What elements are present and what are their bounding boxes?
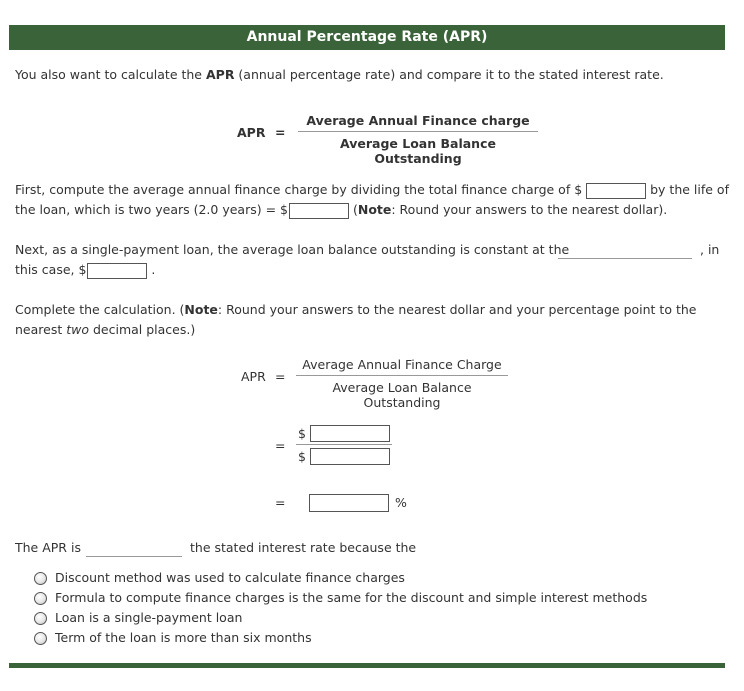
formula1-denominator: Average Loan Balance Outstanding xyxy=(340,136,496,166)
formula1-lhs: APR xyxy=(237,125,266,140)
radio-button-icon[interactable] xyxy=(34,572,47,585)
step3-line1: Complete the calculation. (Note: Round your answers to the nearest dollar and your percentage point to the xyxy=(15,302,697,317)
step3-line2: nearest two decimal places.) xyxy=(15,322,196,337)
formula2-equals-2: = xyxy=(275,438,286,453)
intro-text: You also want to calculate the APR (annual percentage rate) and compare it to the stated interest rate. xyxy=(15,67,664,82)
avg-annual-finance-charge-input[interactable] xyxy=(289,203,349,219)
option-discount-method[interactable]: Discount method was used to calculate finance charges xyxy=(34,570,405,585)
percent-sign: % xyxy=(395,495,407,510)
formula2-fraction-line xyxy=(296,375,508,376)
apr-result-input[interactable] xyxy=(309,494,389,512)
total-finance-charge-input[interactable] xyxy=(586,183,646,199)
option-single-payment[interactable]: Loan is a single-payment loan xyxy=(34,610,242,625)
formula2-lhs: APR xyxy=(241,369,266,384)
formula2-numerator: Average Annual Finance Charge xyxy=(302,357,502,372)
radio-button-icon[interactable] xyxy=(34,612,47,625)
formula2-equals: = xyxy=(275,369,286,384)
numerator-currency: $ xyxy=(298,426,306,441)
step1-line2: the loan, which is two years (2.0 years) = $ (Note: Round your answers to the nearest dollar). xyxy=(15,202,668,217)
step2-line2: this case, $ . xyxy=(15,262,156,277)
step1-line1: First, compute the average annual finance charge by dividing the total finance charge of $ by the life of xyxy=(15,182,729,197)
step2-line1: Next, as a single-payment loan, the average loan balance outstanding is constant at the xyxy=(15,242,570,257)
loan-balance-input[interactable] xyxy=(87,263,147,279)
formula1-numerator: Average Annual Finance charge xyxy=(306,113,530,128)
footer-divider xyxy=(9,663,725,668)
apr-denominator-input[interactable] xyxy=(310,448,390,465)
radio-button-icon[interactable] xyxy=(34,592,47,605)
formula2-denominator: Average Loan Balance Outstanding xyxy=(332,380,472,410)
section-header xyxy=(9,25,725,50)
formula1-fraction-line xyxy=(298,131,538,132)
step2-line1-after: , in xyxy=(700,242,720,257)
section-title: Annual Percentage Rate (APR) xyxy=(246,29,488,45)
comparison-after: the stated interest rate because the xyxy=(190,540,417,555)
comparison-before: The APR is xyxy=(15,540,81,555)
denominator-currency: $ xyxy=(298,449,306,464)
loan-balance-basis-dropdown[interactable] xyxy=(558,244,692,259)
apr-fraction-line xyxy=(296,444,392,445)
radio-button-icon[interactable] xyxy=(34,632,47,645)
formula1-equals: = xyxy=(275,125,286,140)
option-term-six-months[interactable]: Term of the loan is more than six months xyxy=(34,630,312,645)
apr-comparison-dropdown[interactable] xyxy=(86,542,182,557)
apr-numerator-input[interactable] xyxy=(310,425,390,442)
formula2-equals-3: = xyxy=(275,495,286,510)
option-same-formula[interactable]: Formula to compute finance charges is the same for the discount and simple interest methods xyxy=(34,590,647,605)
